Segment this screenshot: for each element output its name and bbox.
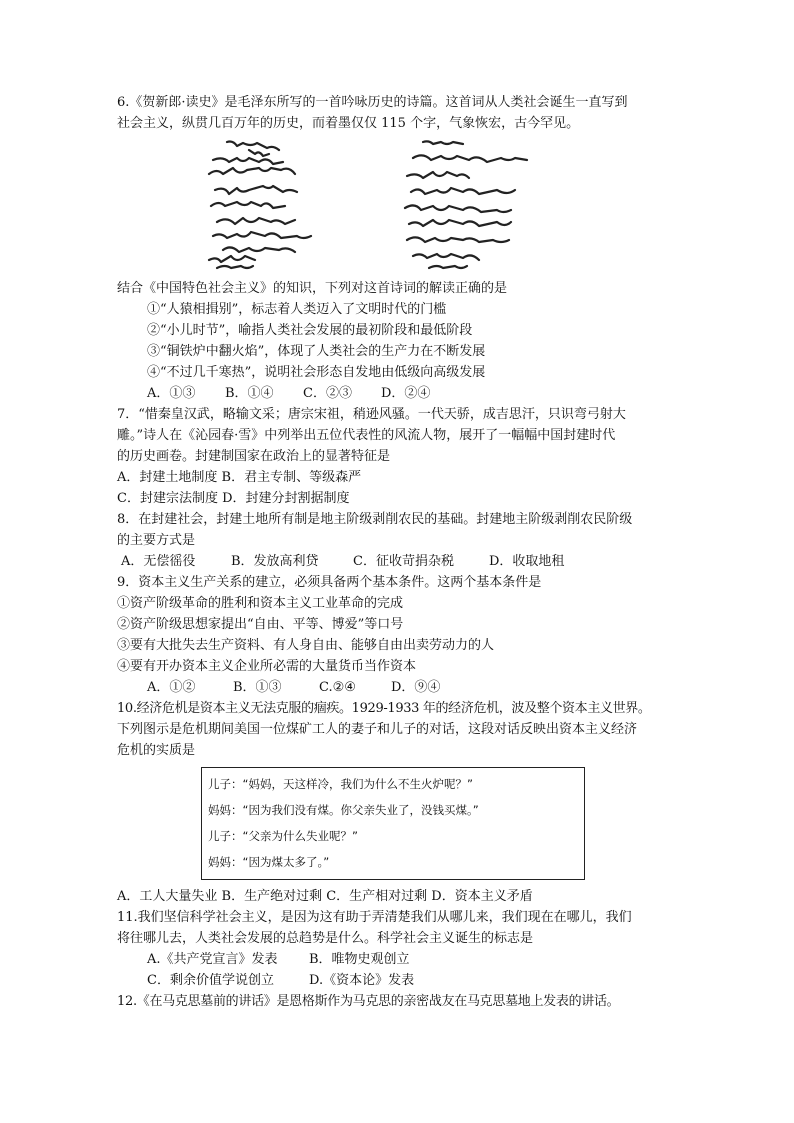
q7-options-cd[interactable]: C．封建宗法制度 D．封建分封割据制度 bbox=[117, 491, 350, 506]
q11-line-1: 11.我们坚信科学社会主义，是因为这有助于弄清楚我们从哪儿来，我们现在在哪儿，我们 bbox=[117, 910, 632, 925]
calligraphy-right-image bbox=[399, 136, 589, 272]
q11-options-ab bbox=[117, 949, 680, 970]
q6-item-1: ①“人猿相揖别”，标志着人类迈入了文明时代的门槛 bbox=[147, 302, 447, 317]
q6-line-1: 6.《贺新郎·读史》是毛泽东所写的一首吟咏历史的诗篇。这首词从人类社会诞生一直写到 bbox=[117, 95, 628, 110]
q6-option-d[interactable]: D．②④ bbox=[381, 386, 431, 401]
q9-item-4: ④要有开办资本主义企业所必需的大量货币当作资本 bbox=[117, 659, 417, 674]
q7-line-2: 雕。”诗人在《沁园春·雪》中列举出五位代表性的风流人物，展开了一幅幅中国封建时代 bbox=[117, 428, 616, 443]
q10-line-3: 危机的实质是 bbox=[117, 743, 196, 758]
q9-option-b[interactable]: B．①③ bbox=[233, 680, 282, 695]
q7-options-ab[interactable]: A．封建土地制度 B．君主专制、等级森严 bbox=[117, 470, 362, 485]
q6-stem: 结合《中国特色社会主义》的知识，下列对这首诗词的解读正确的是 bbox=[117, 281, 508, 296]
q9-line-1: 9．资本主义生产关系的建立，必须具备两个基本条件。这两个基本条件是 bbox=[117, 575, 542, 590]
q6-options bbox=[117, 383, 680, 404]
q7-line-1: 7．“惜秦皇汉武，略输文采；唐宗宋祖，稍逊风骚。一代天骄，成吉思汗，只识弯弓射大 bbox=[117, 407, 626, 422]
q6-option-a[interactable]: A．①③ bbox=[147, 386, 196, 401]
q8-line-1: 8．在封建社会，封建土地所有制是地主阶级剥削农民的基础。封建地主阶级剥削农民阶级 bbox=[117, 512, 633, 527]
dialog-line-son-1: 儿子：“妈妈，天这样冷，我们为什么不生火炉呢？” bbox=[208, 777, 473, 791]
q9-item-2: ②资产阶级思想家提出“自由、平等、博爱”等口号 bbox=[117, 617, 404, 632]
q6-option-b[interactable]: B．①④ bbox=[225, 386, 274, 401]
q6-item-3: ③“铜铁炉中翻火焰”，体现了人类社会的生产力在不断发展 bbox=[147, 344, 486, 359]
q11-option-c[interactable]: C．剩余价值学说创立 bbox=[147, 973, 274, 988]
dialog-line-mom-1: 妈妈：“因为我们没有煤。你父亲失业了，没钱买煤。” bbox=[208, 803, 479, 817]
q11-option-d[interactable]: D.《资本论》发表 bbox=[309, 973, 415, 988]
calligraphy-image bbox=[117, 136, 680, 276]
q10-line-1: 10.经济危机是资本主义无法克服的痼疾。1929-1933 年的经济危机，波及整个资本主义世界。 bbox=[117, 701, 651, 716]
q10-line-2: 下列图示是危机期间美国一位煤矿工人的妻子和儿子的对话，这段对话反映出资本主义经济 bbox=[117, 722, 638, 737]
q8-option-b[interactable]: B．发放高利贷 bbox=[231, 554, 319, 569]
q11-line-2: 将往哪儿去，人类社会发展的总趋势是什么。科学社会主义诞生的标志是 bbox=[117, 931, 534, 946]
dialog-line-son-2: 儿子：“父亲为什么失业呢？” bbox=[208, 829, 358, 843]
q8-option-a[interactable]: A．无偿徭役 bbox=[121, 554, 196, 569]
q9-item-3: ③要有大批失去生产资料、有人身自由、能够自由出卖劳动力的人 bbox=[117, 638, 495, 653]
exam-page bbox=[117, 92, 680, 1012]
dialog-line-mom-2: 妈妈：“因为煤太多了。” bbox=[208, 855, 330, 869]
q6-item-2: ②“小儿时节”，喻指人类社会发展的最初阶段和最低阶段 bbox=[147, 323, 473, 338]
q6-item-4: ④“不过几千寒热”，说明社会形态自发地由低级向高级发展 bbox=[147, 365, 486, 380]
q12-line-1: 12.《在马克思墓前的讲话》是恩格斯作为马克思的亲密战友在马克思墓地上发表的讲话。 bbox=[117, 994, 620, 1009]
q9-options bbox=[117, 677, 680, 698]
q8-option-c[interactable]: C．征收苛捐杂税 bbox=[353, 554, 454, 569]
q11-option-b[interactable]: B．唯物史观创立 bbox=[309, 952, 410, 967]
q9-item-1: ①资产阶级革命的胜利和资本主义工业革命的完成 bbox=[117, 596, 404, 611]
q9-option-c[interactable]: C.②④ bbox=[319, 680, 356, 695]
q11-options-cd bbox=[117, 970, 680, 991]
q8-options bbox=[117, 551, 680, 572]
q7-line-3: 的历史画卷。封建制国家在政治上的显著特征是 bbox=[117, 449, 391, 464]
q8-option-d[interactable]: D．收取地租 bbox=[489, 554, 565, 569]
q11-option-a[interactable]: A.《共产党宣言》发表 bbox=[147, 952, 278, 967]
q10-options[interactable]: A．工人大量失业 B．生产绝对过剩 C．生产相对过剩 D．资本主义矛盾 bbox=[117, 889, 533, 904]
dialog-box bbox=[201, 767, 585, 880]
q6-line-2: 社会主义，纵贯几百万年的历史，而着墨仅仅 115 个字，气象恢宏，古今罕见。 bbox=[117, 116, 580, 131]
q6-option-c[interactable]: C．②③ bbox=[303, 386, 352, 401]
q9-option-a[interactable]: A．①② bbox=[147, 680, 196, 695]
calligraphy-left-image bbox=[205, 136, 355, 272]
q8-line-2: 的主要方式是 bbox=[117, 533, 196, 548]
q9-option-d[interactable]: D．⑨④ bbox=[391, 680, 441, 695]
